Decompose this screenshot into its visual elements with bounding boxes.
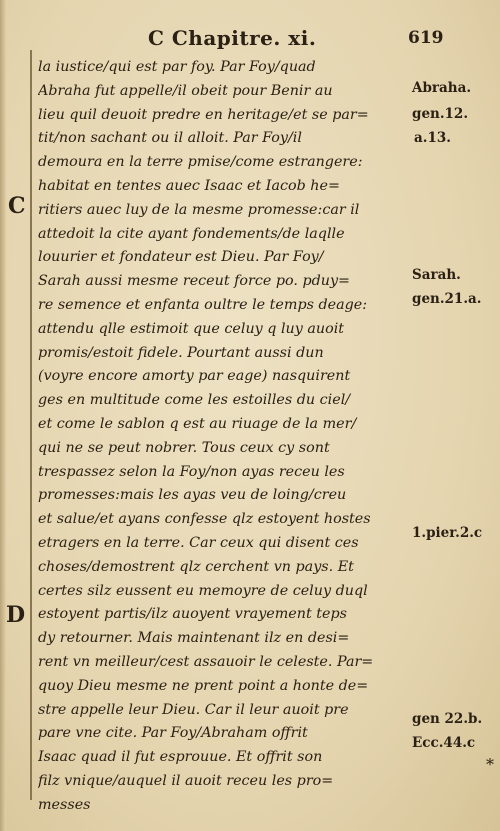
text-line: trespassez selon la Foy/non ayas receu les [38, 463, 345, 480]
folio-number: 619 [408, 28, 444, 48]
margin-note-abraham: Abraha. [412, 80, 472, 96]
text-line: messes [38, 796, 91, 813]
text-line: demoura en la terre pmise/come estrangere: [38, 154, 363, 171]
text-line: ritiers auec luy de la mesme promesse:car il [38, 201, 360, 218]
text-line: estoyent partis/ilz auoyent vrayement teps [38, 606, 347, 623]
text-line: tit/non sachant ou il alloit. Par Foy/il [38, 130, 302, 147]
text-line: promis/estoit fidele. Pourtant aussi dun [38, 344, 324, 361]
text-line: promesses:mais les ayas veu de loing/creu [38, 487, 347, 504]
text-line: etragers en la terre. Car ceux qui disent ces [38, 534, 359, 551]
running-head: C Chapitre. xi. [148, 26, 317, 50]
margin-note-gen21: gen.21.a. [412, 291, 482, 307]
margin-section-mark-c: C [8, 193, 26, 219]
text-line: attendu qlle estimoit que celuy q luy auoit [38, 320, 345, 337]
text-line: et salue/et ayans confesse qlz estoyent hostes [38, 511, 371, 528]
text-line: certes silz eussent eu memoyre de celuy duql [38, 582, 368, 599]
text-line: choses/demostrent qlz cerchent vn pays. Et [38, 558, 354, 575]
margin-note-a13: a.13. [414, 130, 451, 146]
text-line: (voyre encore amorty par eage) nasquirent [38, 368, 351, 385]
page-edge-shadow [0, 0, 6, 831]
text-line: louurier et fondateur est Dieu. Par Foy/ [38, 249, 324, 266]
margin-section-mark-d: D [6, 602, 26, 628]
text-line: stre appelle leur Dieu. Car il leur auoit pre [38, 701, 349, 718]
margin-note-ecc44: Ecc.44.c [412, 735, 476, 751]
text-line: et come le sablon q est au riuage de la mer/ [38, 415, 357, 432]
edge-star-mark: * [486, 755, 494, 774]
text-line: Isaac quad il fut esprouue. Et offrit son [38, 749, 323, 766]
text-line: re semence et enfanta oultre le temps deage: [38, 296, 368, 313]
text-line: pare vne cite. Par Foy/Abraham offrit [38, 725, 308, 742]
margin-note-gen22: gen 22.b. [412, 711, 483, 727]
margin-note-gen12: gen.12. [412, 106, 469, 122]
margin-note-sarah: Sarah. [412, 267, 461, 283]
text-line: rent vn meilleur/cest assauoir le celeste. Par= [38, 653, 374, 670]
text-line: qui ne se peut nobrer. Tous ceux cy sont [38, 439, 330, 456]
body-text [38, 56, 410, 818]
text-line: ges en multitude come les estoilles du ciel/ [38, 392, 351, 409]
text-line: habitat en tentes auec Isaac et Iacob he= [38, 177, 340, 194]
text-line: lieu quil deuoit predre en heritage/et se par= [38, 106, 369, 123]
text-line: Abraha fut appelle/il obeit pour Benir au [38, 82, 333, 99]
text-line: attedoit la cite ayant fondements/de laqlle [38, 225, 345, 242]
text-line: Sarah aussi mesme receut force po. pduy= [38, 273, 351, 290]
text-line: dy retourner. Mais maintenant ilz en desi= [38, 630, 350, 647]
text-line: la iustice/qui est par foy. Par Foy/quad [38, 59, 316, 75]
text-line: filz vnique/auquel il auoit receu les pro= [38, 772, 334, 789]
margin-note-1pier: 1.pier.2.c [412, 525, 483, 541]
margin-rule [30, 50, 32, 800]
text-line: quoy Dieu mesme ne prent point a honte de= [38, 677, 369, 694]
